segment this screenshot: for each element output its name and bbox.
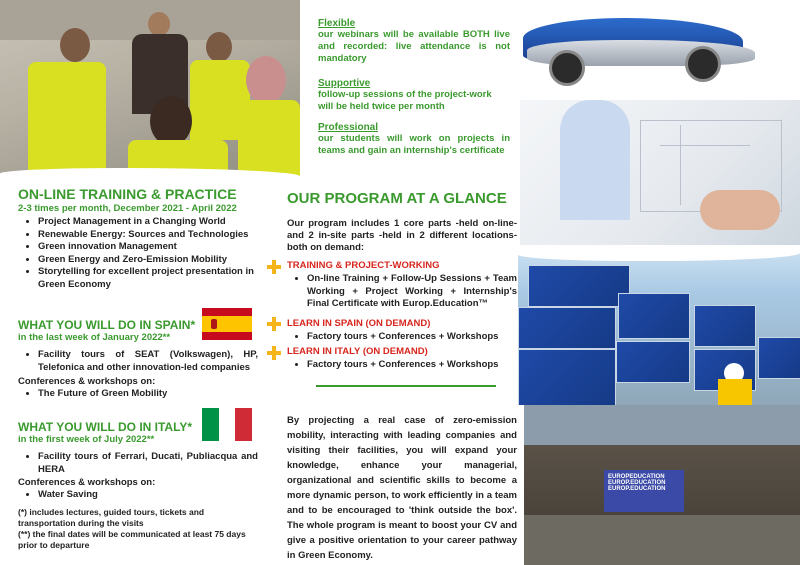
- footnote-1: (*) includes lectures, guided tours, tickets and transportation during the visits: [18, 507, 205, 528]
- part-title: LEARN IN ITALY (ON DEMAND): [287, 346, 428, 357]
- program-part-1: [287, 260, 517, 311]
- online-item: • Green innovation Management: [38, 241, 258, 254]
- spain-conf-item: • The Future of Green Mobility: [38, 388, 258, 401]
- online-list: [18, 216, 258, 291]
- part-title: TRAINING & PROJECT-WORKING: [287, 260, 440, 271]
- supportive-block: [318, 78, 508, 113]
- italy-conf-item: • Water Saving: [38, 489, 258, 502]
- supportive-title: Supportive: [318, 78, 371, 89]
- spain-conf-list: [18, 388, 258, 401]
- online-item: • Project Management in a Changing World: [38, 216, 258, 229]
- professional-block: [318, 122, 510, 157]
- spain-list: [18, 349, 258, 374]
- online-section: [18, 186, 258, 291]
- part-list: [287, 331, 517, 344]
- solar-car-photo: [505, 0, 800, 88]
- program-part-2: [287, 318, 517, 344]
- spain-title: WHAT YOU WILL DO IN SPAIN*: [18, 318, 196, 332]
- flexible-title: Flexible: [318, 18, 356, 29]
- banner-line-2: EUROP.EDUCATION: [608, 480, 666, 486]
- spain-conf-label: Conferences & workshops on:: [18, 376, 156, 387]
- part-item: • Factory tours + Conferences + Workshops: [307, 331, 517, 344]
- part-item: • On-line Training + Follow-Up Sessions + Team Working + Project Working + Internship's Final Certificate with Europ.Education™: [307, 273, 517, 311]
- professional-title: Professional: [318, 122, 379, 133]
- italy-title: WHAT YOU WILL DO IN ITALY*: [18, 420, 192, 434]
- supportive-text: follow-up sessions of the project-work will be held twice per month: [318, 89, 492, 112]
- program-intro: Our program includes 1 core parts -held on-line- and 2 in-site parts -held in 2 different locations- both on demand:: [287, 218, 517, 253]
- part-list: [287, 359, 517, 372]
- workers-photo: [0, 0, 300, 178]
- italy-conf-list: [18, 489, 258, 502]
- divider: [316, 385, 496, 387]
- online-item: • Storytelling for excellent project presentation in Green Economy: [38, 266, 258, 291]
- italy-flag: [202, 408, 252, 441]
- student-group-photo: [524, 405, 800, 565]
- program-closing: By projecting a real case of zero-emission mobility, interacting with leading companies and visiting their facilities, you will expand your knowledge, enhance your managerial, organizational and scientific skills to become a more dynamic person, to work efficiently in a team and to be encouraged to 'think outside the box'. The whole program is meant to boost your CV and give a positive orientation to your career pathway in Green Economy.: [287, 415, 517, 561]
- program-closing-block: [287, 413, 517, 563]
- italy-conf-label: Conferences & workshops on:: [18, 477, 156, 488]
- group-banner: [604, 470, 684, 512]
- footnotes: [18, 507, 258, 551]
- spain-subtitle: in the last week of January 2022**: [18, 332, 171, 343]
- spain-flag: [202, 308, 252, 340]
- part-list: [287, 273, 517, 311]
- footnote-2: (**) the final dates will be communicated at least 75 days prior to departure: [18, 529, 246, 550]
- solar-panels-photo: [518, 245, 800, 405]
- italy-list: [18, 451, 258, 476]
- flexible-text: our webinars will be available BOTH live and recorded: live attendance is not mandatory: [318, 29, 510, 64]
- part-title: LEARN IN SPAIN (ON DEMAND): [287, 318, 431, 329]
- spain-item: • Facility tours of SEAT (Volkswagen), HP, Telefonica and other innovation-led companies: [38, 349, 258, 374]
- blueprint-hands-photo: [520, 100, 800, 250]
- online-title: ON-LINE TRAINING & PRACTICE: [18, 186, 237, 202]
- program-part-3: [287, 346, 517, 372]
- online-subtitle: 2-3 times per month, December 2021 - April 2022: [18, 203, 237, 214]
- professional-text: our students will work on projects in teams and gain an internship's certificate: [318, 133, 510, 156]
- plus-icon: [267, 317, 281, 331]
- part-item: • Factory tours + Conferences + Workshops: [307, 359, 517, 372]
- italy-subtitle: in the first week of July 2022**: [18, 434, 155, 445]
- banner-line-3: EUROP.EDUCATION: [608, 486, 666, 492]
- banner-line-1: EUROPEDUCATION: [608, 474, 665, 480]
- program-title: OUR PROGRAM AT A GLANCE: [287, 190, 507, 207]
- italy-item: • Facility tours of Ferrari, Ducati, Publiacqua and HERA: [38, 451, 258, 476]
- online-item: • Green Energy and Zero-Emission Mobility: [38, 254, 258, 267]
- plus-icon: [267, 346, 281, 360]
- plus-icon: [267, 260, 281, 274]
- program-section: [287, 190, 517, 254]
- online-item: • Renewable Energy: Sources and Technologies: [38, 229, 258, 242]
- flexible-block: [318, 18, 510, 65]
